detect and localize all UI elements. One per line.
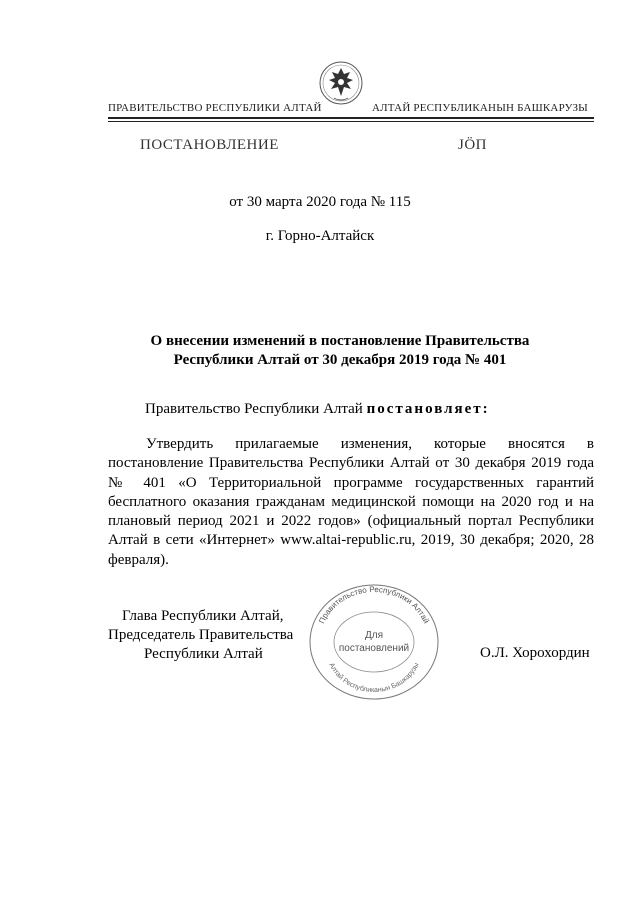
stamp-ring-bottom: Алтай Республиканын Башкарузы <box>327 661 421 695</box>
doc-type-alt: JÖП <box>458 137 488 153</box>
city: г. Горно-Алтайск <box>265 228 375 244</box>
body-text <box>108 435 594 570</box>
decree-verb: постановляет: <box>366 401 490 417</box>
header-rule-thin <box>108 121 594 122</box>
decree-prefix: Правительство Республики Алтай <box>145 401 363 417</box>
signer-name: О.Л. Хорохордин <box>480 645 590 661</box>
stamp-ring-top: Правительство Республики Алтай <box>317 584 431 625</box>
stamp-inner-line-2: постановлений <box>338 643 410 654</box>
coat-of-arms-icon <box>318 58 364 108</box>
date-line: от 30 марта 2020 года № 115 <box>229 194 411 210</box>
official-stamp <box>300 582 448 702</box>
signature-line-1: Глава Республики Алтай, <box>122 608 284 624</box>
signature-line-3: Республики Алтай <box>144 646 263 662</box>
header-rule <box>108 117 594 119</box>
document-title: О внесении изменений в постановление Правительства Республики Алтай от 30 декабря 2019 года № 401 <box>150 333 530 368</box>
doc-type-ru: ПОСТАНОВЛЕНИЕ <box>140 137 279 153</box>
svg-text:Правительство Республики Алтай <box>317 585 431 625</box>
signature-line-2: Председатель Правительства <box>108 627 294 643</box>
header-right: АЛТАЙ РЕСПУБЛИКАНЫН БАШКАРУЗЫ <box>372 102 588 114</box>
body-paragraph: Утвердить прилагаемые изменения, которые вносятся в постановление Правительства Республики Алтай от 30 декабря 2019 года № 401 «О Территориальной программе государственных гарантий бесплатного оказания гражданам медицинской помощи на 2020 год и на плановый период 2021 и 2022 годов» (официальный портал Республики Алтай в сети «Интернет» www.altai-republic.ru, 2019, 30 декабря; 2020, 28 февраля). <box>108 436 594 568</box>
stamp-inner-line-1: Для <box>364 630 384 641</box>
header-left: ПРАВИТЕЛЬСТВО РЕСПУБЛИКИ АЛТАЙ <box>108 102 322 114</box>
svg-text:Алтай Республиканын Башкарузы <box>327 662 420 694</box>
decree-line <box>145 401 490 418</box>
